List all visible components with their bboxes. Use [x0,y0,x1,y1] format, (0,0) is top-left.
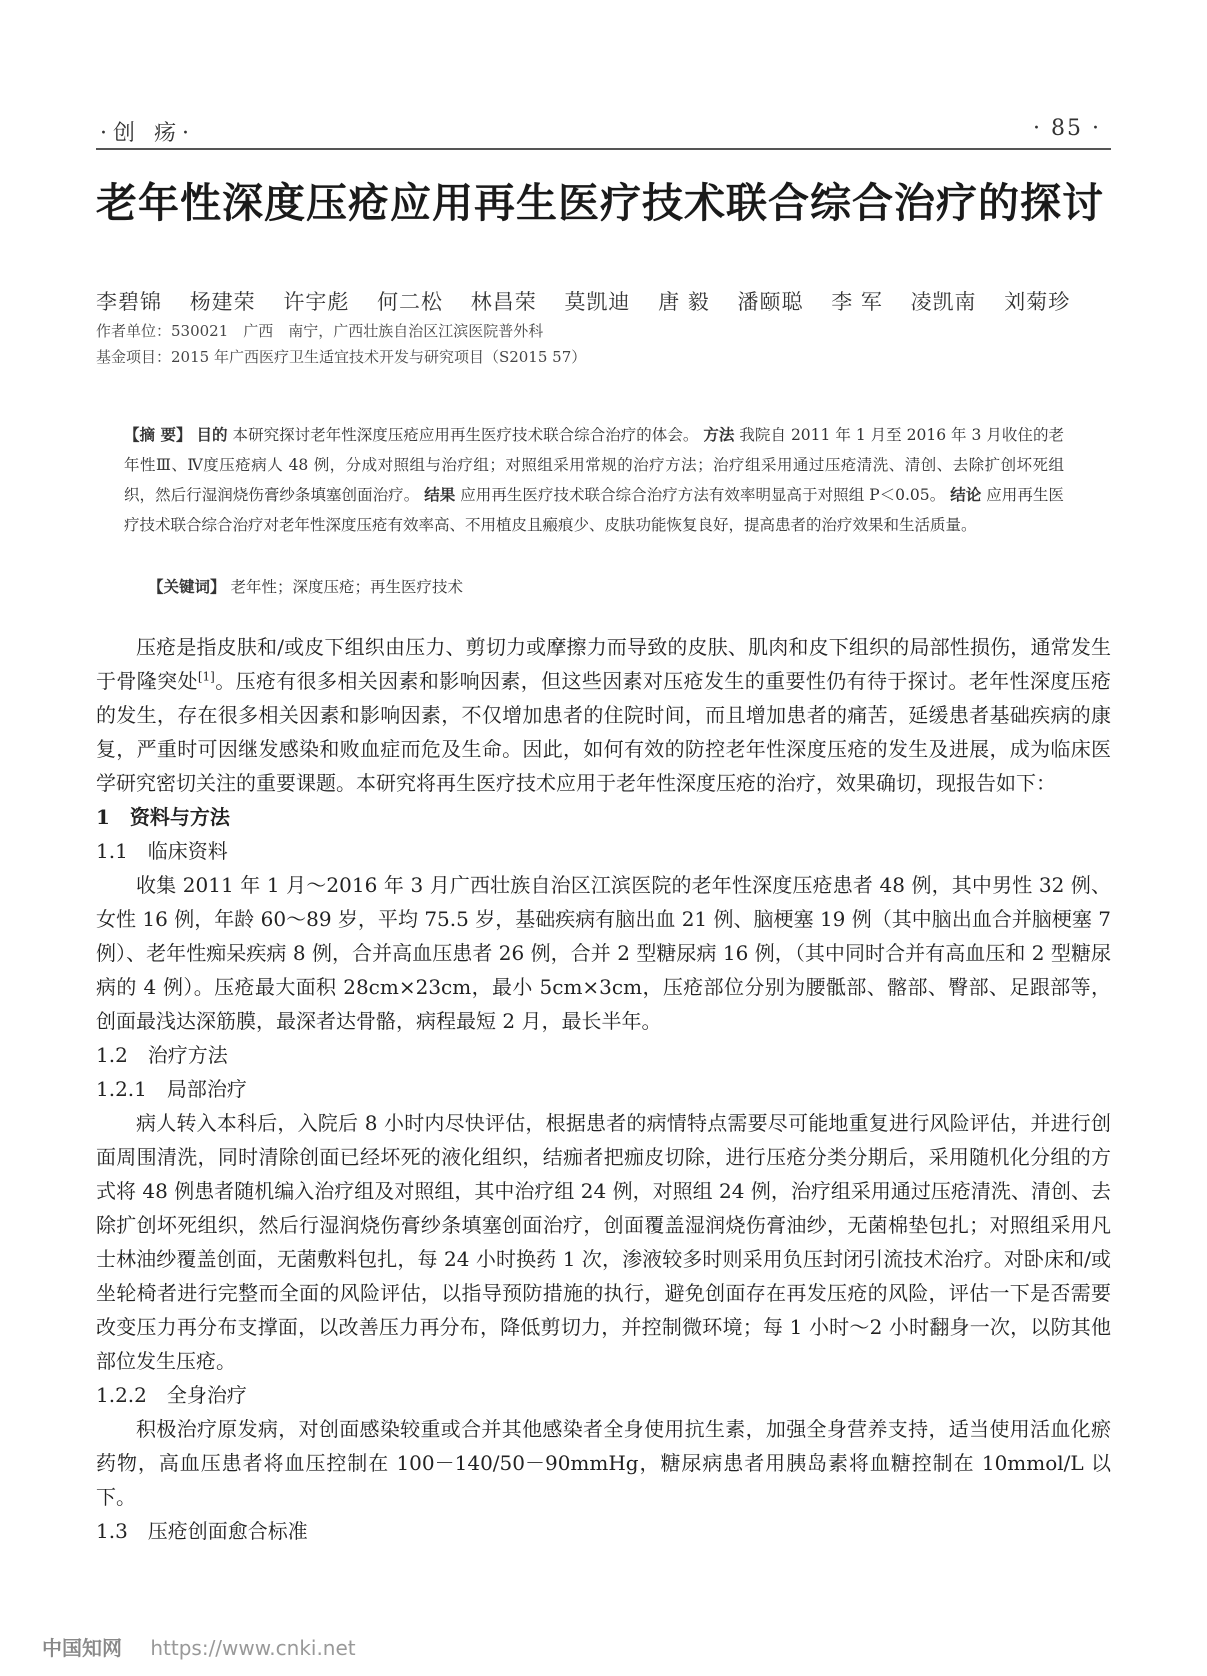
header-rule [96,148,1111,150]
subsubsection-heading: 1.2.1 局部治疗 [96,1077,247,1101]
author: 凌凯南 [910,290,977,314]
subsection-heading: 1.2 治疗方法 [96,1043,228,1067]
author: 唐 毅 [658,290,710,314]
subsection-heading: 1.3 压疮创面愈合标准 [96,1519,308,1543]
cnki-watermark [42,1632,356,1661]
page-number: · 85 · [1033,116,1101,141]
conclusion-label: 结论 [950,485,982,504]
subsection-heading: 1.1 临床资料 [96,839,228,863]
author: 潘颐聪 [737,290,804,314]
abstract-label: 【摘 要】 [124,425,192,444]
author: 何二松 [377,290,444,314]
section-heading: 1 资料与方法 [96,805,230,829]
method-text: 我院自 2011 年 1 月至 2016 年 3 月收住的老年性Ⅲ、Ⅳ度压疮病人 48 例，分成对照组与治疗组；对照组采用常规的治疗方法；治疗组采用通过压疮清洗、清创、去除扩创坏死组织，然后行湿润烧伤膏纱条填塞创面治疗。 [124,426,1064,504]
article-title: 老年性深度压疮应用再生医疗技术联合综合治疗的探讨 [96,179,1104,227]
keywords-text: 老年性；深度压疮；再生医疗技术 [230,578,463,596]
purpose-text: 本研究探讨老年性深度压疮应用再生医疗技术联合综合治疗的体会。 [232,426,699,444]
author-list [96,286,1090,316]
article-body [96,630,1111,1548]
cnki-logo: 中国知网 [42,1636,122,1660]
author: 李碧锦 [96,290,162,314]
keywords-label: 【关键词】 [148,577,226,596]
keywords [148,575,463,597]
author: 李 军 [831,290,883,314]
subsubsection-heading: 1.2.2 全身治疗 [96,1383,247,1407]
author: 刘菊珍 [1004,290,1071,314]
cnki-url[interactable]: https://www.cnki.net [150,1636,356,1660]
purpose-label: 目的 [196,425,228,444]
abstract [124,420,1064,540]
affiliation: 作者单位：530021 广西 南宁，广西壮族自治区江滨医院普外科 [96,322,544,340]
running-header [96,108,1111,148]
section-label: ·创 疡· [100,121,195,146]
author: 杨建荣 [189,290,256,314]
paragraph: 病人转入本科后，入院后 8 小时内尽快评估，根据患者的病情特点需要尽可能地重复进行风险评估，并进行创面周围清洗，同时清除创面已经坏死的液化组织，结痂者把痂皮切除，进行压疮分类分期后，采用随机化分组的方式将 48 例患者随机编入治疗组及对照组，其中治疗组 24 例，对照组 24 例，治疗组采用通过压疮清洗、清创、去除扩创坏死组织，然后行湿润烧伤膏纱条填塞创面治疗，创面覆盖湿润烧伤膏油纱，无菌棉垫包扎；对照组采用凡士林油纱覆盖创面，无菌敷料包扎，每 24 小时换药 1 次，渗液较多时则采用负压封闭引流技术治疗。对卧床和/或坐轮椅者进行完整而全面的风险评估，以指导预防措施的执行，避免创面存在再发压疮的风险，评估一下是否需要改变压力再分布支撑面，以改善压力再分布，降低剪切力，并控制微环境；每 1 小时～2 小时翻身一次，以防其他部位发生压疮。 [96,1111,1111,1373]
author: 林昌荣 [470,290,537,314]
method-label: 方法 [703,425,735,444]
paragraph: 积极治疗原发病，对创面感染较重或合并其他感染者全身使用抗生素，加强全身营养支持，适当使用活血化瘀药物，高血压患者将血压控制在 100－140/50－90mmHg，糖尿病患者用胰岛素将血糖控制在 10mmol/L 以下。 [96,1417,1111,1509]
conclusion-text: 应用再生医疗技术联合综合治疗对老年性深度压疮有效率高、不用植皮且瘢痕少、皮肤功能恢复良好，提高患者的治疗效果和生活质量。 [124,486,1064,534]
author: 莫凯迪 [564,290,631,314]
result-label: 结果 [424,485,456,504]
funding: 基金项目：2015 年广西医疗卫生适宜技术开发与研究项目（S2015 57） [96,348,587,366]
author: 许宇彪 [283,290,350,314]
paragraph: 收集 2011 年 1 月～2016 年 3 月广西壮族自治区江滨医院的老年性深度压疮患者 48 例，其中男性 32 例、女性 16 例，年龄 60～89 岁，平均 75.5 岁，基础疾病有脑出血 21 例、脑梗塞 19 例（其中脑出血合并脑梗塞 7 例）、老年性痴呆疾病 8 例，合并高血压患者 26 例，合并 2 型糖尿病 16 例，（其中同时合并有高血压和 2 型糖尿病的 4 例）。压疮最大面积 28cm×23cm，最小 5cm×3cm，压疮部位分别为腰骶部、髂部、臀部、足跟部等，创面最浅达深筋膜，最深者达骨骼，病程最短 2 月，最长半年。 [96,873,1111,1033]
result-text: 应用再生医疗技术联合综合治疗方法有效率明显高于对照组 P＜0.05。 [460,486,946,504]
intro-paragraph: 压疮是指皮肤和/或皮下组织由压力、剪切力或摩擦力而导致的皮肤、肌肉和皮下组织的局部性损伤，通常发生于骨隆突处[1]。压疮有很多相关因素和影响因素，但这些因素对压疮发生的重要性仍有待于探讨。老年性深度压疮的发生，存在很多相关因素和影响因素，不仅增加患者的住院时间，而且增加患者的痛苦，延缓患者基础疾病的康复，严重时可因继发感染和败血症而危及生命。因此，如何有效的防控老年性深度压疮的发生及进展，成为临床医学研究密切关注的重要课题。本研究将再生医疗技术应用于老年性深度压疮的治疗，效果确切，现报告如下： [96,635,1112,795]
citation-ref[interactable]: [1] [197,669,215,684]
